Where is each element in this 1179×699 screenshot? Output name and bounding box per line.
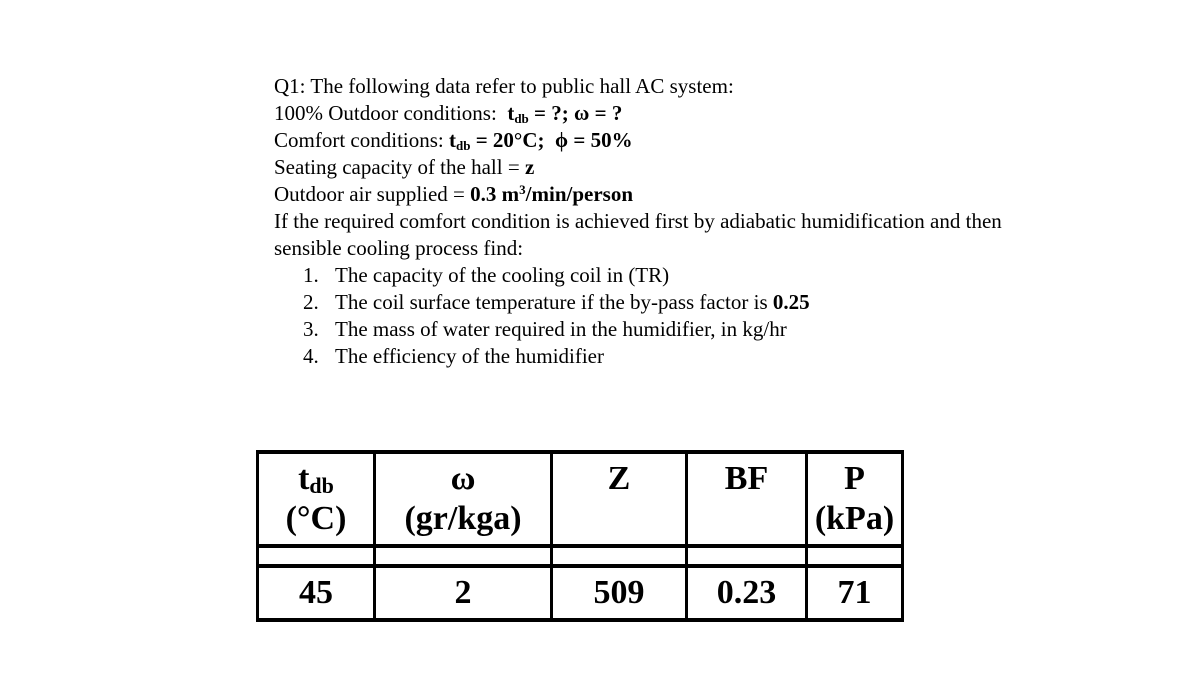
header-omega-symbol: ω (450, 460, 476, 497)
header-tdb-subscript: db (309, 473, 334, 498)
task-number: 2. (303, 290, 319, 314)
seating-capacity (274, 154, 1074, 181)
header-omega (375, 452, 552, 546)
outdoor-omega: ω = ? (574, 101, 623, 125)
value-bf: 0.23 (687, 566, 807, 620)
air-value: 0.3 m (470, 182, 520, 206)
list-item (274, 316, 1074, 343)
outdoor-tdb (502, 101, 622, 125)
table-header-row (258, 452, 903, 546)
header-p-symbol: P (844, 460, 865, 497)
seating-var: z (524, 155, 535, 179)
header-tdb (258, 452, 375, 546)
value-tdb: 45 (258, 566, 375, 620)
comfort-conditions (274, 127, 1074, 154)
outdoor-tdb-subscript: db (514, 111, 529, 126)
comfort-t-value: = 20°C; (470, 128, 545, 152)
comfort-values (449, 128, 633, 152)
header-z-label: Z (607, 460, 631, 497)
outdoor-label: 100% Outdoor conditions: (274, 101, 497, 125)
seating-label: Seating capacity of the hall = (274, 155, 525, 179)
task-text: The capacity of the cooling coil in (TR) (335, 263, 670, 287)
header-p-unit: (kPa) (814, 500, 895, 537)
list-item (274, 289, 1074, 316)
value-z: 509 (552, 566, 687, 620)
header-bf (687, 452, 807, 546)
outdoor-conditions (274, 100, 1074, 127)
outdoor-air (274, 181, 1074, 208)
task-number: 4. (303, 344, 319, 368)
comfort-t-symbol: t (449, 128, 456, 152)
header-tdb-unit: (°C) (285, 500, 347, 537)
outdoor-tdb-symbol: t (507, 101, 515, 125)
header-z (552, 452, 687, 546)
bypass-factor: 0.25 (772, 290, 810, 314)
air-unit: /min/person (525, 182, 634, 206)
task-text: The coil surface temperature if the by-pass factor is (335, 290, 773, 314)
list-item (274, 262, 1074, 289)
task-number: 3. (303, 317, 319, 341)
air-superscript: 3 (519, 182, 526, 197)
task-number: 1. (303, 263, 319, 287)
comfort-label: Comfort conditions: (274, 128, 449, 152)
comfort-t-subscript: db (456, 138, 471, 153)
header-bf-label: BF (724, 460, 769, 497)
header-p (807, 452, 903, 546)
value-p: 71 (807, 566, 903, 620)
table-row (258, 566, 903, 620)
table-gap-row (258, 546, 903, 566)
problem-statement-text: If the required comfort condition is achieved first by adiabatic humidification and then sensible cooling process find: (274, 209, 1002, 260)
air-label: Outdoor air supplied = (274, 182, 471, 206)
task-text: The efficiency of the humidifier (335, 344, 605, 368)
header-tdb-symbol: t (298, 460, 310, 497)
problem-statement (274, 73, 1074, 370)
value-omega: 2 (375, 566, 552, 620)
header-omega-unit: (gr/kga) (404, 500, 522, 537)
question-title: Q1: The following data refer to public hall AC system: (274, 74, 734, 98)
list-item (274, 343, 1074, 370)
task-list (274, 262, 1074, 370)
air-amount (470, 182, 633, 206)
comfort-phi: ϕ = 50% (555, 128, 633, 152)
data-table (256, 450, 904, 622)
task-text: The mass of water required in the humidifier, in kg/hr (335, 317, 787, 341)
outdoor-tdb-value: = ?; (528, 101, 575, 125)
